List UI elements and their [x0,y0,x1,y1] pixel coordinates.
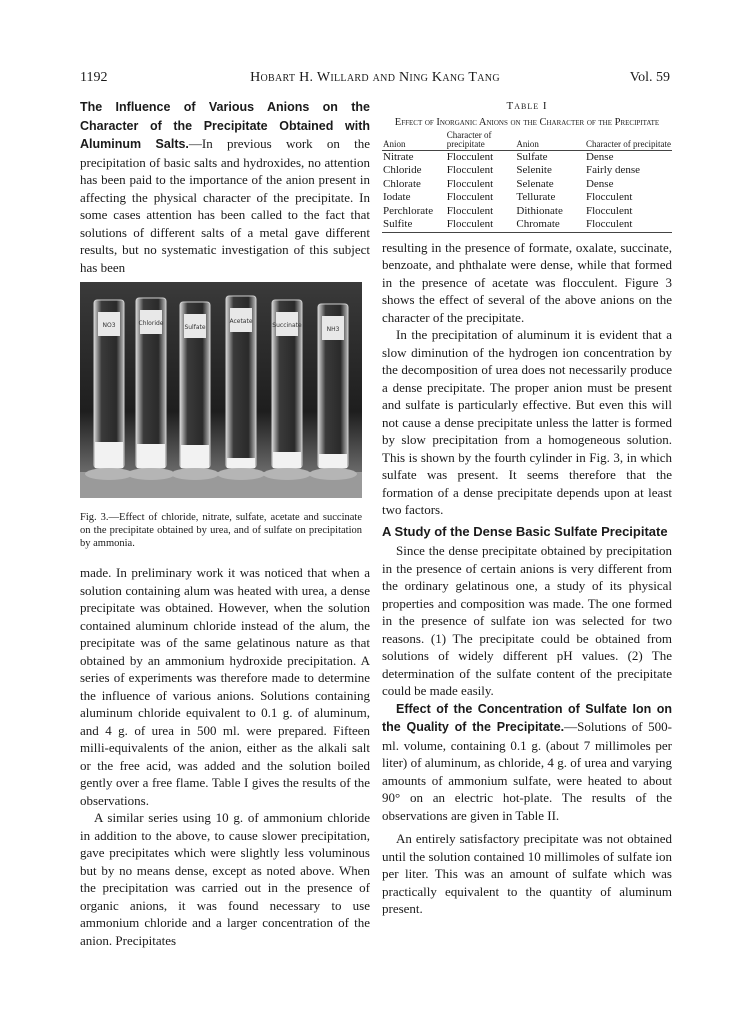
table-row [382,178,672,192]
table-cell: Selenite [516,164,552,176]
subsection-text: —Solutions of 500-ml. volume, containing 0.1 g. (about 7 millimoles per liter) of aluminum, as chloride, 4 g. of urea and varying amounts of ammonium sulfate, were heated to about 90° on an electric hot-plate. The results of the observations are given in Table II. [382,719,672,823]
table-cell: Flocculent [446,218,516,232]
table-caption: Effect of Inorganic Anions on the Character of the Precipitate [394,116,660,128]
paragraph-made: made. In preliminary work it was noticed that when a solution containing alum was heated with urea, a dense precipitate was obtained. However, when the solution contained aluminum chloride instead of the alum, the precipitate was of the same gelatinous nature as that obtained by an ammonium hydroxide precipitation. A series of experiments was therefore made to determine the influence of various anions. Solutions containing aluminum chloride equivalent to 0.1 g. of aluminum, and 4 g. of urea in 500 ml. were prepared. Fifteen milli-equivalents of the anion, either as the alkali salt or the free acid, was added and the solution boiled gently over a free flame. Table I gives the results of the observations. [80,565,370,808]
right-column [382,98,672,918]
table-1 [382,98,672,233]
paragraph-subsection [382,700,672,825]
running-header [80,70,670,88]
table-header-row [382,131,672,151]
intro-text: —In previous work on the precipitation of basic salts and hydroxides, no attention has been paid to the importance of the anion present in affecting the physical character of the precipitate. In some cases attention has been called to the fact that solutions of different salts of a metal gave different results, but no systematic investigation of this subject has been [80,136,370,275]
figure-caption: Fig. 3.—Effect of chloride, nitrate, sulfate, acetate and succinate on the precipitate obtained by urea, and of sulfate on precipitation by ammonia. [80,512,362,549]
intro-paragraph [80,98,370,276]
paragraph-entirely: An entirely satisfactory precipitate was not obtained until the solution contained 10 millimoles of sulfate ion per liter. This was an amount of sulfate which was practically equivalent to the quantity of aluminum present. [382,831,672,916]
table-cell: Flocculent [446,164,494,176]
subsection-title: Effect of the Concentration of Sulfate Ion on the Quality of the Precipitate. [382,701,672,734]
cylinder-label-4: Acetate [229,318,253,325]
cylinder-label-6: NH3 [326,326,340,333]
table-cell: Chloride [383,164,422,176]
running-title: Hobart H. Willard and Ning Kang Tang [250,70,500,85]
table-cell: Selenate [516,177,554,190]
left-body [80,564,370,949]
table-cell: Flocculent [446,150,494,163]
table-header-cell: Character of precipitate [446,131,516,151]
paragraph-since: Since the dense precipitate obtained by precipitation in the presence of certain anions is very different from the ordinary gelatinous one, a study of its physical properties and composition was made. The one formed in the presence of sulfate ion was selected for two reasons. (1) The precipitate could be obtained from solutions of widely different pH values. (2) The determination of the sulfate content of the precipitate could be made easily. [382,543,672,698]
page-number: 1192 [80,70,108,85]
table-cell: Sulfite [382,218,446,232]
table-header-cell: Anion [382,131,446,151]
left-intro [80,98,370,276]
paragraph-similar: A similar series using 10 g. of ammonium chloride in addition to the above, to cause slower precipitation, gave precipitates which were slightly less voluminous but by no means dense, except as noted above. When the precipitation was carried out in the presence of organic anions, it was found necessary to use ammonium chloride and a larger concentration of the anion. Precipitates [80,810,370,948]
paragraph-resulting: resulting in the presence of formate, oxalate, succinate, benzoate, and phthalate were dense, while that formed in the presence of acetate was flocculent. Figure 3 shows the effect of several of the above anions on the character of the precipitate. [382,239,672,325]
table-cell: Flocculent [585,204,633,217]
table-cell: Flocculent [446,177,494,190]
table-header-cell: Anion [515,131,585,151]
table-cell: Perchlorate [383,204,434,217]
paragraph-aluminum: In the precipitation of aluminum it is evident that a slow diminution of the hydrogen ion concentration by the decomposition of urea does not necessarily produce a dense precipitate. The proper anion must be present and sulfate is particularly effective. But even this will not cause a dense precipitate unless the latter is formed by slow precipitation from a homogeneous solution. This is shown by the fourth cylinder in Fig. 3, in which sulfate was present. It seems therefore that the formation of a dense precipitate depends upon at least two factors. [382,327,672,517]
table-cell: Dense [585,150,614,163]
table-row [382,218,672,232]
table-row [382,150,672,164]
table-cell: Dithionate [516,204,563,217]
table-row [382,164,672,178]
table-cell: Flocculent [446,191,494,203]
cylinder-label-2: Chloride [138,320,164,327]
table-cell: Dense [585,177,614,190]
table-row [382,191,672,205]
section-heading: A Study of the Dense Basic Sulfate Precipitate [382,523,668,539]
table-cell: Flocculent [585,218,672,232]
cylinder-label-1: NO3 [102,322,116,329]
table-title: Table I [506,100,548,112]
table-cell: Flocculent [446,204,494,217]
table-cell: Tellurate [516,191,556,203]
table-cell: Flocculent [585,191,633,203]
table-cell: Fairly dense [585,164,641,176]
anion-table [382,131,672,233]
table-cell: Chlorate [383,177,421,190]
table-header-cell: Character of precipitate [585,131,672,151]
table-row [382,205,672,219]
table-cell: Sulfate [516,150,548,163]
table-cell: Nitrate [383,150,414,163]
table-cell: Chromate [515,218,585,232]
cylinders-illustration [80,282,362,498]
table-cell: Iodate [383,191,411,203]
figure-photo [80,282,362,498]
cylinder-label-5: Succinate [272,322,302,329]
volume-label: Vol. 59 [629,70,670,85]
section-title: The Influence of Various Anions on the Character of the Precipitate Obtained with Aluminum Salts. [80,100,370,151]
cylinder-label-3: Sulfate [184,324,206,331]
